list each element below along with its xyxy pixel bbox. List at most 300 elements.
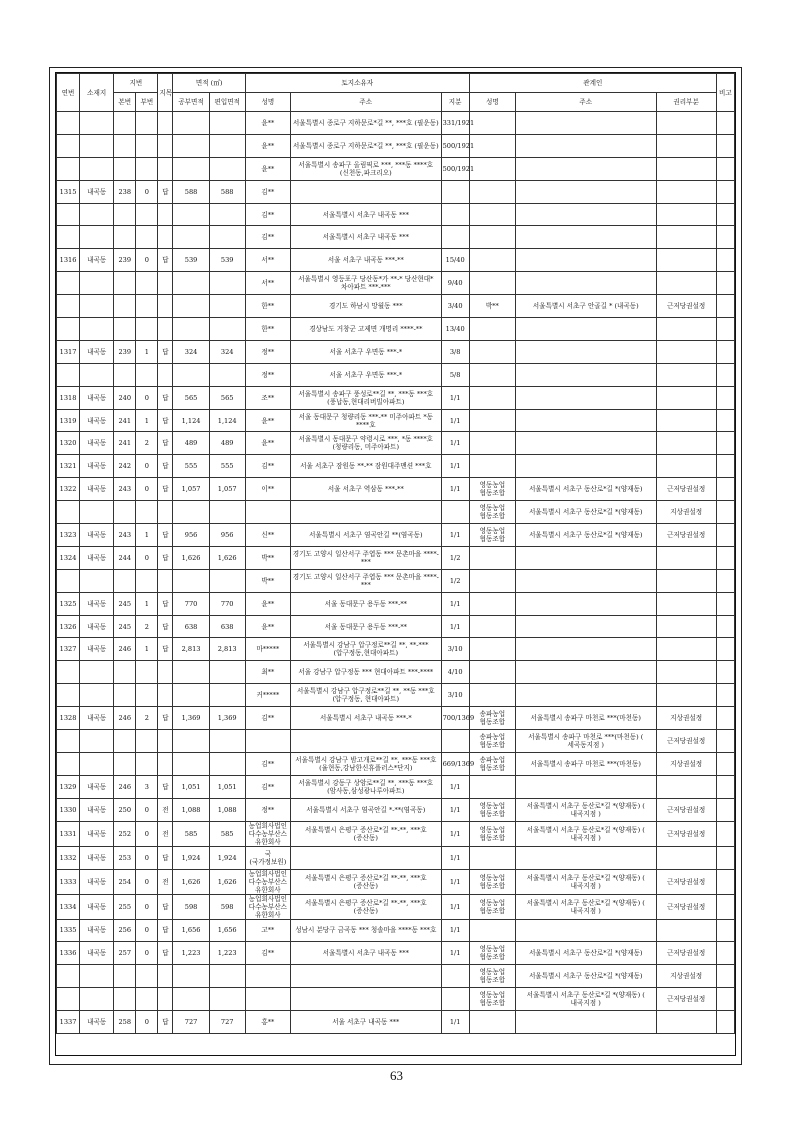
share-cell: 1/1 — [441, 798, 469, 821]
incorporated-area-cell — [209, 501, 245, 524]
table-row — [57, 615, 735, 638]
rel-address-cell: 서울특별시 서초구 동산로*길 *(양재동) ( 내곡지점 ) — [515, 988, 656, 1011]
owner-name-cell: 농업회사법인 다수농부산스 유한회사 — [245, 894, 290, 919]
location-cell — [80, 988, 114, 1011]
share-cell: 1/1 — [441, 1011, 469, 1034]
share-cell: 1/1 — [441, 432, 469, 455]
official-area-cell: 1,223 — [173, 942, 209, 965]
header-land-category: 지목 — [158, 74, 173, 112]
main-no-cell: 258 — [114, 1011, 136, 1034]
incorporated-area-cell: 555 — [209, 455, 245, 478]
header-area: 면적 (㎡) — [173, 74, 245, 93]
owner-address-cell: 경상남도 거창군 고제면 개명리 ****-** — [290, 318, 441, 341]
share-cell: 3/10 — [441, 638, 469, 661]
share-cell: 500/1921 — [441, 157, 469, 180]
sub-no-cell — [136, 318, 158, 341]
rel-address-cell: 서울특별시 서초구 안골길 * (내곡동) — [515, 295, 656, 318]
remarks-cell — [716, 455, 734, 478]
remarks-cell — [716, 272, 734, 295]
land-category-cell: 전 — [158, 798, 173, 821]
rights-cell — [656, 615, 716, 638]
main-no-cell: 243 — [114, 524, 136, 547]
land-category-cell: 답 — [158, 707, 173, 730]
header-sub-no: 부번 — [136, 93, 158, 112]
rights-cell: 지상권설정 — [656, 965, 716, 988]
owner-name-cell: 김** — [245, 752, 290, 775]
rel-address-cell: 서울특별시 서초구 동산로*길 *(양재동) — [515, 478, 656, 501]
land-category-cell: 답 — [158, 894, 173, 919]
table-row — [57, 919, 735, 942]
rel-name-cell: 송파농업 협동조합 — [469, 730, 515, 753]
main-no-cell: 252 — [114, 821, 136, 846]
owner-address-cell: 서울 강남구 압구정동 *** 현대아파트 ***-**** — [290, 661, 441, 684]
main-no-cell — [114, 112, 136, 135]
official-area-cell: 956 — [173, 524, 209, 547]
table-row — [57, 592, 735, 615]
table-row — [57, 684, 735, 707]
serial-cell — [57, 569, 80, 592]
owner-name-cell: 한** — [245, 295, 290, 318]
sub-no-cell: 0 — [136, 478, 158, 501]
land-category-cell — [158, 661, 173, 684]
serial-cell — [57, 112, 80, 135]
owner-name-cell: 홍** — [245, 1011, 290, 1034]
table-row — [57, 661, 735, 684]
official-area-cell: 1,626 — [173, 869, 209, 894]
share-cell: 4/10 — [441, 661, 469, 684]
remarks-cell — [716, 524, 734, 547]
location-cell: 내곡동 — [80, 942, 114, 965]
header-main-no: 본번 — [114, 93, 136, 112]
owner-name-cell: 김** — [245, 203, 290, 226]
official-area-cell — [173, 965, 209, 988]
remarks-cell — [716, 988, 734, 1011]
owner-name-cell: 커***** — [245, 684, 290, 707]
main-no-cell: 254 — [114, 869, 136, 894]
header-owner-name: 성명 — [245, 93, 290, 112]
incorporated-area-cell: 770 — [209, 592, 245, 615]
rel-name-cell: 영동농업 협동조합 — [469, 988, 515, 1011]
owner-name-cell: 정** — [245, 798, 290, 821]
remarks-cell — [716, 821, 734, 846]
table-row — [57, 965, 735, 988]
official-area-cell: 588 — [173, 180, 209, 203]
owner-address-cell: 서울특별시 은평구 증산로*길 **-**, ***호 (증산동) — [290, 821, 441, 846]
land-category-cell: 답 — [158, 942, 173, 965]
official-area-cell: 1,656 — [173, 919, 209, 942]
sub-no-cell: 2 — [136, 615, 158, 638]
share-cell: 1/1 — [441, 821, 469, 846]
location-cell — [80, 569, 114, 592]
rel-address-cell: 서울특별시 서초구 동산로*길 *(양재동) ( 내곡지점 ) — [515, 869, 656, 894]
table-row — [57, 134, 735, 157]
sub-no-cell: 1 — [136, 592, 158, 615]
rights-cell — [656, 432, 716, 455]
share-cell: 3/10 — [441, 684, 469, 707]
incorporated-area-cell: 2,813 — [209, 638, 245, 661]
sub-no-cell: 0 — [136, 821, 158, 846]
rel-address-cell — [515, 546, 656, 569]
rel-address-cell — [515, 340, 656, 363]
rights-cell — [656, 546, 716, 569]
remarks-cell — [716, 432, 734, 455]
location-cell: 내곡동 — [80, 894, 114, 919]
page-frame — [49, 67, 742, 1065]
remarks-cell — [716, 249, 734, 272]
table-row — [57, 942, 735, 965]
main-no-cell — [114, 501, 136, 524]
serial-cell — [57, 295, 80, 318]
location-cell — [80, 684, 114, 707]
share-cell: 1/1 — [441, 869, 469, 894]
official-area-cell: 1,051 — [173, 775, 209, 798]
share-cell: 1/1 — [441, 386, 469, 409]
location-cell: 내곡동 — [80, 615, 114, 638]
share-cell — [441, 226, 469, 249]
owner-address-cell — [290, 988, 441, 1011]
rights-cell — [656, 775, 716, 798]
owner-address-cell: 서울특별시 송파구 풍성로**길 **, ***동 ***호(풍납동,현대리버빌아파트) — [290, 386, 441, 409]
serial-cell — [57, 501, 80, 524]
location-cell: 내곡동 — [80, 846, 114, 869]
table-body — [57, 112, 735, 1034]
owner-name-cell: 김** — [245, 707, 290, 730]
rel-name-cell — [469, 249, 515, 272]
rights-cell — [656, 318, 716, 341]
remarks-cell — [716, 894, 734, 919]
location-cell — [80, 295, 114, 318]
table-row — [57, 409, 735, 432]
location-cell: 내곡동 — [80, 638, 114, 661]
table-row — [57, 318, 735, 341]
header-serial: 연번 — [57, 74, 80, 112]
owner-name-cell: 신** — [245, 524, 290, 547]
table-row — [57, 1011, 735, 1034]
rel-address-cell — [515, 775, 656, 798]
serial-cell — [57, 157, 80, 180]
sub-no-cell — [136, 226, 158, 249]
owner-address-cell: 서울특별시 송파구 올림픽로 ***, ***동 ****호 (신천동,파크리오) — [290, 157, 441, 180]
owner-name-cell: 고** — [245, 919, 290, 942]
location-cell — [80, 363, 114, 386]
sub-no-cell: 1 — [136, 409, 158, 432]
owner-address-cell: 서울특별시 종로구 지하문로*길 **, ***호 (필운동) — [290, 112, 441, 135]
remarks-cell — [716, 134, 734, 157]
share-cell: 331/1921 — [441, 112, 469, 135]
main-no-cell — [114, 157, 136, 180]
owner-address-cell: 서울특별시 서초구 내곡동 *** — [290, 942, 441, 965]
serial-cell: 1317 — [57, 340, 80, 363]
sub-no-cell: 0 — [136, 894, 158, 919]
location-cell — [80, 134, 114, 157]
remarks-cell — [716, 363, 734, 386]
table-row — [57, 112, 735, 135]
table-row — [57, 180, 735, 203]
main-no-cell — [114, 661, 136, 684]
share-cell: 9/40 — [441, 272, 469, 295]
header-rights: 권리부분 — [656, 93, 716, 112]
table-row — [57, 569, 735, 592]
table-row — [57, 295, 735, 318]
main-no-cell — [114, 134, 136, 157]
header-lot-number: 지번 — [114, 74, 158, 93]
main-no-cell: 255 — [114, 894, 136, 919]
table-row — [57, 478, 735, 501]
incorporated-area-cell: 1,051 — [209, 775, 245, 798]
official-area-cell — [173, 752, 209, 775]
official-area-cell — [173, 226, 209, 249]
land-category-cell: 전 — [158, 821, 173, 846]
serial-cell: 1318 — [57, 386, 80, 409]
official-area-cell: 1,626 — [173, 546, 209, 569]
incorporated-area-cell: 1,656 — [209, 919, 245, 942]
incorporated-area-cell — [209, 988, 245, 1011]
rel-name-cell — [469, 363, 515, 386]
share-cell: 1/1 — [441, 846, 469, 869]
rel-address-cell — [515, 386, 656, 409]
owner-address-cell: 경기도 고양시 일산서구 주엽동 *** 문촌마을 ****-*** — [290, 569, 441, 592]
remarks-cell — [716, 226, 734, 249]
official-area-cell — [173, 134, 209, 157]
table-row — [57, 638, 735, 661]
sub-no-cell — [136, 684, 158, 707]
rights-cell — [656, 157, 716, 180]
rel-name-cell: 영동농업 협동조합 — [469, 821, 515, 846]
sub-no-cell: 0 — [136, 942, 158, 965]
location-cell: 내곡동 — [80, 775, 114, 798]
remarks-cell — [716, 775, 734, 798]
land-category-cell — [158, 569, 173, 592]
owner-address-cell: 서울특별시 서초구 염곡안길 **(염곡동) — [290, 524, 441, 547]
land-category-cell: 답 — [158, 1011, 173, 1034]
official-area-cell — [173, 157, 209, 180]
rel-address-cell — [515, 569, 656, 592]
owner-address-cell: 서울특별시 서초구 내곡동 *** — [290, 203, 441, 226]
incorporated-area-cell — [209, 226, 245, 249]
remarks-cell — [716, 730, 734, 753]
serial-cell — [57, 272, 80, 295]
remarks-cell — [716, 798, 734, 821]
rel-name-cell — [469, 455, 515, 478]
share-cell: 1/1 — [441, 592, 469, 615]
sub-no-cell — [136, 965, 158, 988]
table-row — [57, 846, 735, 869]
rel-name-cell — [469, 180, 515, 203]
incorporated-area-cell: 1,369 — [209, 707, 245, 730]
land-category-cell — [158, 318, 173, 341]
rel-address-cell — [515, 112, 656, 135]
serial-cell: 1316 — [57, 249, 80, 272]
serial-cell — [57, 684, 80, 707]
sub-no-cell: 0 — [136, 546, 158, 569]
table-row — [57, 894, 735, 919]
incorporated-area-cell — [209, 318, 245, 341]
sub-no-cell — [136, 569, 158, 592]
table-container — [55, 72, 736, 1056]
table-row — [57, 821, 735, 846]
header-rel-address: 주소 — [515, 93, 656, 112]
official-area-cell — [173, 318, 209, 341]
rights-cell — [656, 846, 716, 869]
rights-cell: 지상권설정 — [656, 501, 716, 524]
official-area-cell: 585 — [173, 821, 209, 846]
main-no-cell — [114, 730, 136, 753]
share-cell: 5/8 — [441, 363, 469, 386]
rel-name-cell — [469, 919, 515, 942]
remarks-cell — [716, 340, 734, 363]
location-cell: 내곡동 — [80, 869, 114, 894]
official-area-cell: 489 — [173, 432, 209, 455]
owner-address-cell — [290, 501, 441, 524]
owner-name-cell: 농업회사법인 다수농부산스 유한회사 — [245, 869, 290, 894]
share-cell: 1/1 — [441, 455, 469, 478]
header-share: 지분 — [441, 93, 469, 112]
rel-name-cell: 영동농업 협동조합 — [469, 478, 515, 501]
incorporated-area-cell: 539 — [209, 249, 245, 272]
rights-cell: 근저당권설정 — [656, 988, 716, 1011]
owner-address-cell — [290, 965, 441, 988]
remarks-cell — [716, 592, 734, 615]
incorporated-area-cell: 1,924 — [209, 846, 245, 869]
official-area-cell — [173, 569, 209, 592]
owner-address-cell: 서울 동대문구 청량리동 ***-** 미주아파트 *동 ****호 — [290, 409, 441, 432]
rel-name-cell — [469, 112, 515, 135]
main-no-cell: 239 — [114, 340, 136, 363]
location-cell — [80, 157, 114, 180]
sub-no-cell — [136, 295, 158, 318]
rights-cell: 근저당권설정 — [656, 869, 716, 894]
location-cell: 내곡동 — [80, 432, 114, 455]
remarks-cell — [716, 638, 734, 661]
rel-address-cell — [515, 249, 656, 272]
rel-name-cell — [469, 340, 515, 363]
share-cell: 1/2 — [441, 546, 469, 569]
owner-address-cell: 서울 동대문구 용두동 ***-** — [290, 592, 441, 615]
table-row — [57, 546, 735, 569]
rel-name-cell: 영동농업 협동조합 — [469, 942, 515, 965]
owner-name-cell: 윤** — [245, 134, 290, 157]
sub-no-cell — [136, 730, 158, 753]
incorporated-area-cell — [209, 363, 245, 386]
serial-cell — [57, 730, 80, 753]
official-area-cell — [173, 295, 209, 318]
main-no-cell: 246 — [114, 638, 136, 661]
sub-no-cell: 0 — [136, 1011, 158, 1034]
main-no-cell: 246 — [114, 775, 136, 798]
location-cell: 내곡동 — [80, 1011, 114, 1034]
table-row — [57, 798, 735, 821]
owner-name-cell: 서** — [245, 272, 290, 295]
owner-name-cell: 농업회사법인 다수농부산스 유한회사 — [245, 821, 290, 846]
serial-cell: 1332 — [57, 846, 80, 869]
rel-name-cell — [469, 569, 515, 592]
main-no-cell: 246 — [114, 707, 136, 730]
location-cell — [80, 226, 114, 249]
share-cell: 13/40 — [441, 318, 469, 341]
owner-address-cell: 서울 동대문구 용두동 ***-** — [290, 615, 441, 638]
main-no-cell — [114, 203, 136, 226]
owner-address-cell: 서울특별시 은평구 증산로*길 **-**, ***호 (증산동) — [290, 894, 441, 919]
remarks-cell — [716, 707, 734, 730]
remarks-cell — [716, 919, 734, 942]
remarks-cell — [716, 112, 734, 135]
rel-name-cell: 송파농업 협동조합 — [469, 707, 515, 730]
main-no-cell — [114, 295, 136, 318]
remarks-cell — [716, 615, 734, 638]
official-area-cell: 1,057 — [173, 478, 209, 501]
serial-cell: 1320 — [57, 432, 80, 455]
location-cell: 내곡동 — [80, 386, 114, 409]
rel-name-cell: 영동농업 협동조합 — [469, 869, 515, 894]
location-cell: 내곡동 — [80, 524, 114, 547]
header-location: 소재지 — [80, 74, 114, 112]
table-row — [57, 869, 735, 894]
land-category-cell: 답 — [158, 546, 173, 569]
land-category-cell — [158, 965, 173, 988]
owner-address-cell: 서울특별시 서초구 내곡동 ***-* — [290, 707, 441, 730]
share-cell — [441, 988, 469, 1011]
rel-name-cell: 박** — [469, 295, 515, 318]
owner-name-cell: 김** — [245, 775, 290, 798]
rights-cell — [656, 409, 716, 432]
official-area-cell — [173, 203, 209, 226]
rel-address-cell: 서울특별시 서초구 동산로*길 *(양재동) ( 내곡지점 ) — [515, 821, 656, 846]
official-area-cell: 2,813 — [173, 638, 209, 661]
owner-address-cell: 경기도 하남시 망월동 *** — [290, 295, 441, 318]
location-cell: 내곡동 — [80, 180, 114, 203]
rel-address-cell — [515, 661, 656, 684]
share-cell: 3/8 — [441, 340, 469, 363]
incorporated-area-cell — [209, 965, 245, 988]
official-area-cell: 598 — [173, 894, 209, 919]
serial-cell: 1315 — [57, 180, 80, 203]
owner-address-cell: 서울특별시 강남구 압구정로**길 **, **동 ***호 (압구정동, 현대아파트) — [290, 684, 441, 707]
official-area-cell — [173, 988, 209, 1011]
owner-name-cell: 윤** — [245, 615, 290, 638]
header-official-area: 공부면적 — [173, 93, 209, 112]
land-category-cell: 답 — [158, 592, 173, 615]
rel-address-cell — [515, 157, 656, 180]
owner-address-cell: 서울특별시 서초구 염곡안길 *-**(염곡동) — [290, 798, 441, 821]
remarks-cell — [716, 386, 734, 409]
owner-address-cell — [290, 846, 441, 869]
rel-address-cell: 서울특별시 송파구 마천로 ***(마천동) ( 세곡동지점 ) — [515, 730, 656, 753]
land-category-cell: 답 — [158, 919, 173, 942]
rel-address-cell — [515, 409, 656, 432]
location-cell — [80, 965, 114, 988]
rel-name-cell: 송파농업 협동조합 — [469, 752, 515, 775]
main-no-cell: 253 — [114, 846, 136, 869]
rel-address-cell: 서울특별시 서초구 동산로*길 *(양재동) — [515, 524, 656, 547]
rel-address-cell — [515, 684, 656, 707]
remarks-cell — [716, 661, 734, 684]
rights-cell — [656, 203, 716, 226]
owner-name-cell — [245, 501, 290, 524]
table-row — [57, 340, 735, 363]
rel-name-cell — [469, 846, 515, 869]
owner-address-cell: 서울특별시 강남구 밤고개로**길 **, ***동 ***호(율현동,강남한신휴플러스*단지) — [290, 752, 441, 775]
remarks-cell — [716, 546, 734, 569]
table-row — [57, 455, 735, 478]
location-cell: 내곡동 — [80, 546, 114, 569]
rel-name-cell: 영동농업 협동조합 — [469, 894, 515, 919]
land-category-cell — [158, 752, 173, 775]
rights-cell — [656, 569, 716, 592]
owner-name-cell: 김** — [245, 455, 290, 478]
location-cell — [80, 752, 114, 775]
remarks-cell — [716, 157, 734, 180]
sub-no-cell: 1 — [136, 524, 158, 547]
